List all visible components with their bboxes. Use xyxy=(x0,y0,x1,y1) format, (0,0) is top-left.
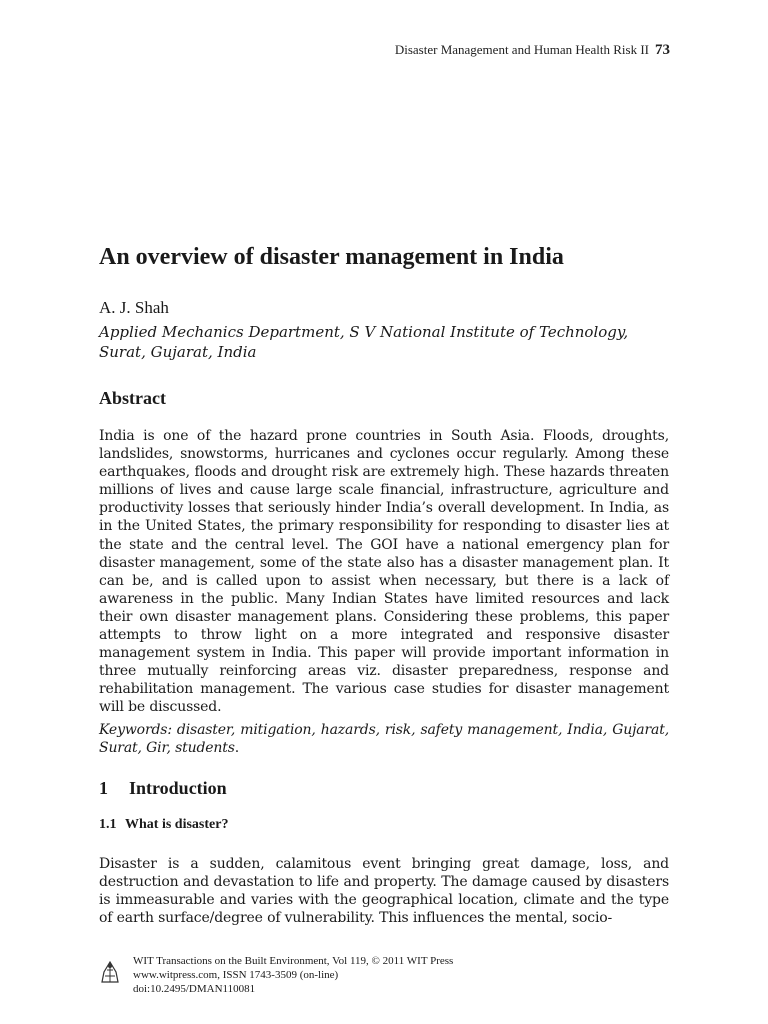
running-title: Disaster Management and Human Health Risk II xyxy=(394,42,649,57)
footer-line-1: WIT Transactions on the Built Environment, Vol 119, © 2011 WIT Press xyxy=(133,955,454,967)
running-header xyxy=(395,42,670,59)
keywords-period: . xyxy=(234,740,240,756)
page-number: 73 xyxy=(655,42,670,58)
paper-title: An overview of disaster management in India xyxy=(99,244,564,270)
paper-body xyxy=(99,240,669,928)
affiliation-line-2: Surat, Gujarat, India xyxy=(99,343,257,361)
section-number: 1 xyxy=(99,777,108,798)
introduction-heading xyxy=(99,778,669,799)
footer-text xyxy=(133,954,453,996)
affiliation-line-1: Applied Mechanics Department, S V National Institute of Technology, xyxy=(99,323,629,341)
abstract-heading: Abstract xyxy=(99,388,166,408)
keywords-text: Keywords: disaster, mitigation, hazards, risk, safety management, India, Gujarat, Surat, Gir, students xyxy=(99,721,669,756)
author-name: A. J. Shah xyxy=(99,298,169,317)
footer-line-2: www.witpress.com, ISSN 1743-3509 (on-line) xyxy=(133,969,339,981)
subsection-number: 1.1 xyxy=(99,816,117,832)
subsection-title: What is disaster? xyxy=(125,816,229,832)
publisher-footer xyxy=(99,954,453,996)
wit-press-logo-icon xyxy=(99,958,121,984)
introduction-paragraph: Disaster is a sudden, calamitous event bringing great damage, loss, and destruction and devastation to life and property. The damage caused by disasters is immeasurable and varies with the geographical location, climate and the type of earth surface/degree of vulnerability. This influences the mental, socio- xyxy=(99,855,669,927)
subsection-heading xyxy=(99,817,669,833)
footer-line-3: doi:10.2495/DMAN110081 xyxy=(133,983,256,995)
section-title: Introduction xyxy=(129,777,227,798)
author-affiliation xyxy=(99,322,669,362)
abstract-text: India is one of the hazard prone countries in South Asia. Floods, droughts, landslides, snowstorms, hurricanes and cyclones occur regularly. Among these earthquakes, floods and drought risk are extremely high. These hazards threaten millions of lives and cause large scale financial, infrastructure, agriculture and productivity losses that seriously hinder India’s overall development. In India, as in the United States, the primary responsibility for responding to disaster lies at the state and the central level. The GOI have a national emergency plan for disaster management, some of the state also has a disaster management plan. It can be, and is called upon to assist when necessary, but there is a lack of awareness in the public. Many Indian States have limited resources and lack their own disaster management plans. Considering these problems, this paper attempts to throw light on a more integrated and responsive disaster management system in India. This paper will provide important information in three mutually reinforcing areas viz. disaster preparedness, response and rehabilitation management. The various case studies for disaster management will be discussed. xyxy=(99,428,669,716)
keywords xyxy=(99,721,669,758)
